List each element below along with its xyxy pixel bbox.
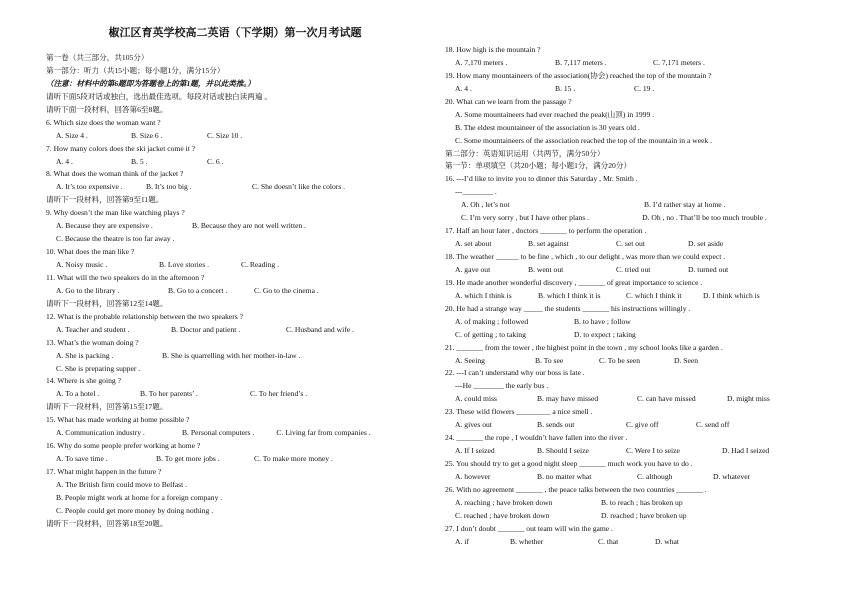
answer-option: D. turned out <box>688 264 729 274</box>
answer-option: D. reached ; have broken up <box>601 510 687 520</box>
option-row <box>445 355 840 368</box>
answer-option: B. 5 . <box>131 156 148 166</box>
text-line: 20. What can we learn from the passage ? <box>445 96 572 106</box>
answer-option: A. Go to the library . <box>56 285 120 295</box>
answer-option: D. I think which is <box>703 290 760 300</box>
answer-option: A. however <box>455 471 491 481</box>
text-line: 6. Which size does the woman want ? <box>46 117 161 127</box>
text-line: 21. _______ from the tower , the highest point in the town , my school looks like a garden . <box>445 342 723 352</box>
option-row <box>445 57 840 70</box>
option-row <box>445 83 840 96</box>
answer-option: B. which I think it is <box>538 290 601 300</box>
answer-option: B. To see <box>535 355 564 365</box>
answer-option: C. 19 . <box>634 83 655 93</box>
text-line: 26. With no agreement _______ , the peace talks between the two countries _______ . <box>445 484 707 494</box>
text-line: 17. Half an hour later , doctors _______ to perform the operation . <box>445 226 647 236</box>
answer-option: C. send off <box>696 420 730 430</box>
answer-option: A. Oh , let’s not <box>461 200 510 210</box>
text-line: 7. How many colors does the ski jacket come it ? <box>46 143 196 153</box>
answer-option: B. to reach ; has broken up <box>601 497 683 507</box>
answer-option: A. 7,170 meters . <box>455 57 508 67</box>
option-row <box>46 453 424 466</box>
option-row <box>46 220 424 233</box>
text-line: C. She is preparing supper . <box>56 363 141 373</box>
answer-option: B. Should I seize <box>537 446 589 456</box>
answer-option: D. to expect ; taking <box>574 329 636 339</box>
answer-option: C. set out <box>616 239 645 249</box>
answer-option: B. Because they are not well written . <box>192 221 307 231</box>
answer-option: C. of getting ; to taking <box>455 329 526 339</box>
option-row <box>445 264 840 277</box>
answer-option: C. Go to the cinema . <box>254 285 319 295</box>
text-line: 第一节：单项填空（共20小题；每小题1分，满分20分） <box>445 161 632 171</box>
text-line: 请听下面5段对话或独白，选出最佳选项。每段对话或独白读两遍 。 <box>46 91 272 101</box>
text-line: 请听下一段材料，回答第12至14题。 <box>46 298 168 308</box>
text-line: 8. What does the woman think of the jacket ? <box>46 169 184 179</box>
option-row <box>445 290 840 303</box>
answer-option: C. which I think it <box>626 290 682 300</box>
answer-option: C. give off <box>626 420 659 430</box>
answer-option: C. although <box>637 471 673 481</box>
answer-option: B. She is quarrelling with her mother-in-law . <box>162 350 301 360</box>
option-row <box>445 510 840 523</box>
exam-title: 椒江区育英学校高二英语（下学期）第一次月考试题 <box>108 26 362 39</box>
option-row <box>445 329 840 342</box>
text-line: B. The eldest mountaineer of the association is 30 years old . <box>455 122 640 132</box>
text-line: 请听下面一段材料，回答第6至8题。 <box>46 104 168 114</box>
right-column <box>445 44 840 549</box>
text-line: A. The British firm could move to Belfast . <box>56 479 188 489</box>
option-row <box>46 181 424 194</box>
text-line: 第一部分：听力（共15小题；每小题1分，满分15分） <box>46 65 225 75</box>
option-row <box>445 471 840 484</box>
text-line: 19. He made another wonderful discovery , _______ of great importance to science . <box>445 277 703 287</box>
answer-option: D. Seen <box>674 355 699 365</box>
text-line: 23. These wild flowers _________ a nice smell . <box>445 407 593 417</box>
text-line: C. Because the theatre is too far away . <box>56 234 175 244</box>
answer-option: A. Communication industry . <box>56 428 145 438</box>
option-row <box>46 350 424 363</box>
text-line: 17. What might happen in the future ? <box>46 467 162 476</box>
text-line: C. Some mountaineers of the association reached the top of the mountain in a week . <box>455 135 713 145</box>
answer-option: A. To save time . <box>56 454 108 464</box>
answer-option: A. Seeing <box>455 355 485 365</box>
text-line: 16. ---I’d like to invite you to dinner this Saturday , Mr. Smith . <box>445 174 638 184</box>
answer-option: C. 6 . <box>207 156 224 166</box>
answer-option: C. To be seen <box>599 355 641 365</box>
answer-option: B. 15 . <box>555 83 576 93</box>
answer-option: B. It’s too big . <box>146 182 192 192</box>
option-row <box>46 427 424 440</box>
answer-option: A. Noisy music . <box>56 260 108 269</box>
answer-option: A. 4 . <box>455 83 472 93</box>
answer-option: A. set about <box>455 239 492 249</box>
answer-option: A. of making ; followed <box>455 316 529 326</box>
answer-option: C. that <box>598 536 619 546</box>
answer-option: B. no matter what <box>537 471 592 481</box>
answer-option: A. 4 . <box>56 156 73 166</box>
option-row <box>445 393 840 406</box>
answer-option: C. Size 10 . <box>207 130 243 140</box>
answer-option: A. which I think is <box>455 290 512 300</box>
answer-option: C. tried out <box>616 264 651 274</box>
text-line: 16. Why do some people prefer working at home ? <box>46 441 201 451</box>
answer-option: D. whatever <box>713 471 751 481</box>
text-line: 12. What is the probable relationship between the two speakers ? <box>46 311 244 321</box>
answer-option: B. whether <box>510 536 544 546</box>
answer-option: A. To a hotel . <box>56 389 100 399</box>
text-line: B. People might work at home for a foreign company . <box>56 492 223 502</box>
option-row <box>46 324 424 337</box>
text-line: ---________ . <box>455 187 497 197</box>
option-row <box>445 316 840 329</box>
answer-option: A. gives out <box>455 420 492 430</box>
answer-option: D. might miss <box>727 394 770 404</box>
answer-option: C. Husband and wife . <box>286 324 354 334</box>
text-line: 18. How high is the mountain ? <box>445 45 541 54</box>
text-line: 请听下一段材料，回答第18至20题。 <box>46 518 168 528</box>
option-row <box>46 130 424 143</box>
option-row <box>46 156 424 169</box>
text-line: 24. _______ the rope , I wouldn’t have fallen into the river . <box>445 433 628 443</box>
answer-option: B. To get more jobs . <box>156 454 220 464</box>
text-line: 13. What’s the woman doing ? <box>46 337 139 347</box>
answer-option: C. She doesn’t like the colors . <box>252 182 346 192</box>
answer-option: D. Oh , no . That’ll be too much trouble . <box>642 213 767 223</box>
answer-option: C. reached ; have broken down <box>455 510 550 520</box>
text-line: 27. I don’t doubt _______ out team will win the game . <box>445 523 613 533</box>
answer-option: A. could miss <box>455 394 497 404</box>
answer-option: C. Were I to seize <box>626 446 680 456</box>
answer-option: B. Go to a concert . <box>168 285 228 295</box>
text-line: A. Some mountaineers had ever reached the peak(山顶) in 1999 . <box>455 109 655 119</box>
exam-note: （注意：材料中的第6题即为答题卷上的第1题，并以此类推。） <box>46 78 255 88</box>
answer-option: B. Personal computers . <box>181 428 255 438</box>
answer-option: D. Had I seized <box>722 446 770 456</box>
answer-option: A. It’s too expensive . <box>56 182 123 192</box>
text-line: 9. Why doesn’t the man like watching plays ? <box>46 208 185 218</box>
text-line: ---He ________ the early bus . <box>455 381 549 391</box>
answer-option: C. can have missed <box>637 394 696 404</box>
answer-option: C. To make more money . <box>254 454 333 464</box>
text-line: 请听下一段材料，回答第9至11题。 <box>46 195 164 205</box>
answer-option: A. gave out <box>455 264 491 274</box>
text-line: 22. ---I can’t understand why our boss is late . <box>445 368 585 378</box>
option-row <box>46 388 424 401</box>
option-row <box>445 497 840 510</box>
answer-option: B. to have ; follow <box>574 316 631 326</box>
answer-option: D. what <box>655 536 680 546</box>
answer-option: B. 7,117 meters . <box>555 57 607 67</box>
text-line: 18. The weather ______ to be fine , which , to our delight , was more than we could expect . <box>445 252 726 261</box>
option-row <box>445 238 840 251</box>
answer-option: C. Living far from companies . <box>276 428 371 438</box>
text-line: 14. Where is she going ? <box>46 376 121 386</box>
answer-option: A. Teacher and student . <box>56 324 130 334</box>
option-row <box>445 199 840 212</box>
text-line: 20. He had a strange way _____ the students _______ his instructions willingly . <box>445 303 691 313</box>
option-row <box>445 419 840 432</box>
answer-option: B. went out <box>528 264 564 274</box>
answer-option: B. sends out <box>537 420 575 430</box>
text-line: 第一卷（共三部分，共105分） <box>46 53 149 62</box>
text-line: 第二部分：英语知识运用（共两节，满分50分） <box>445 148 605 158</box>
answer-option: A. reaching ; have broken down <box>455 497 553 507</box>
answer-option: A. Size 4 . <box>56 130 88 140</box>
text-line: 10. What does the man like ? <box>46 247 135 257</box>
answer-option: B. Doctor and patient . <box>171 324 241 334</box>
answer-option: A. If I seized <box>455 446 495 456</box>
text-line: 11. What will the two speakers do in the afternoon ? <box>46 272 205 282</box>
answer-option: B. may have missed <box>537 394 599 404</box>
answer-option: C. To her friend’s . <box>250 389 308 399</box>
answer-option: B. To her parents’ . <box>140 389 198 399</box>
text-line: 15. What has made working at home possible ? <box>46 415 190 425</box>
answer-option: A. She is packing . <box>56 350 114 360</box>
answer-option: B. Size 6 . <box>131 130 163 140</box>
text-line: C. People could get more money by doing nothing . <box>56 505 214 515</box>
left-column <box>46 26 424 531</box>
option-row <box>445 445 840 458</box>
text-line: 请听下一段材料，回答第15至17题。 <box>46 402 168 412</box>
answer-option: C. Reading . <box>241 260 279 269</box>
answer-option: B. I’d rather stay at home . <box>644 200 726 210</box>
option-row <box>445 536 840 549</box>
option-row <box>46 285 424 298</box>
option-row <box>46 259 424 272</box>
answer-option: B. Love stories . <box>159 260 209 269</box>
answer-option: C. I’m very sorry , but I have other plans . <box>461 213 590 223</box>
option-row <box>445 212 840 225</box>
answer-option: C. 7,171 meters . <box>653 57 705 67</box>
answer-option: A. if <box>455 536 469 546</box>
text-line: 19. How many mountaineers of the association(协会) reached the top of the mountain ? <box>445 70 712 80</box>
answer-option: D. set aside <box>688 239 724 249</box>
answer-option: A. Because they are expensive . <box>56 221 153 231</box>
text-line: 25. You should try to get a good night sleep _______ much work you have to do . <box>445 459 693 468</box>
answer-option: B. set against <box>528 239 569 249</box>
